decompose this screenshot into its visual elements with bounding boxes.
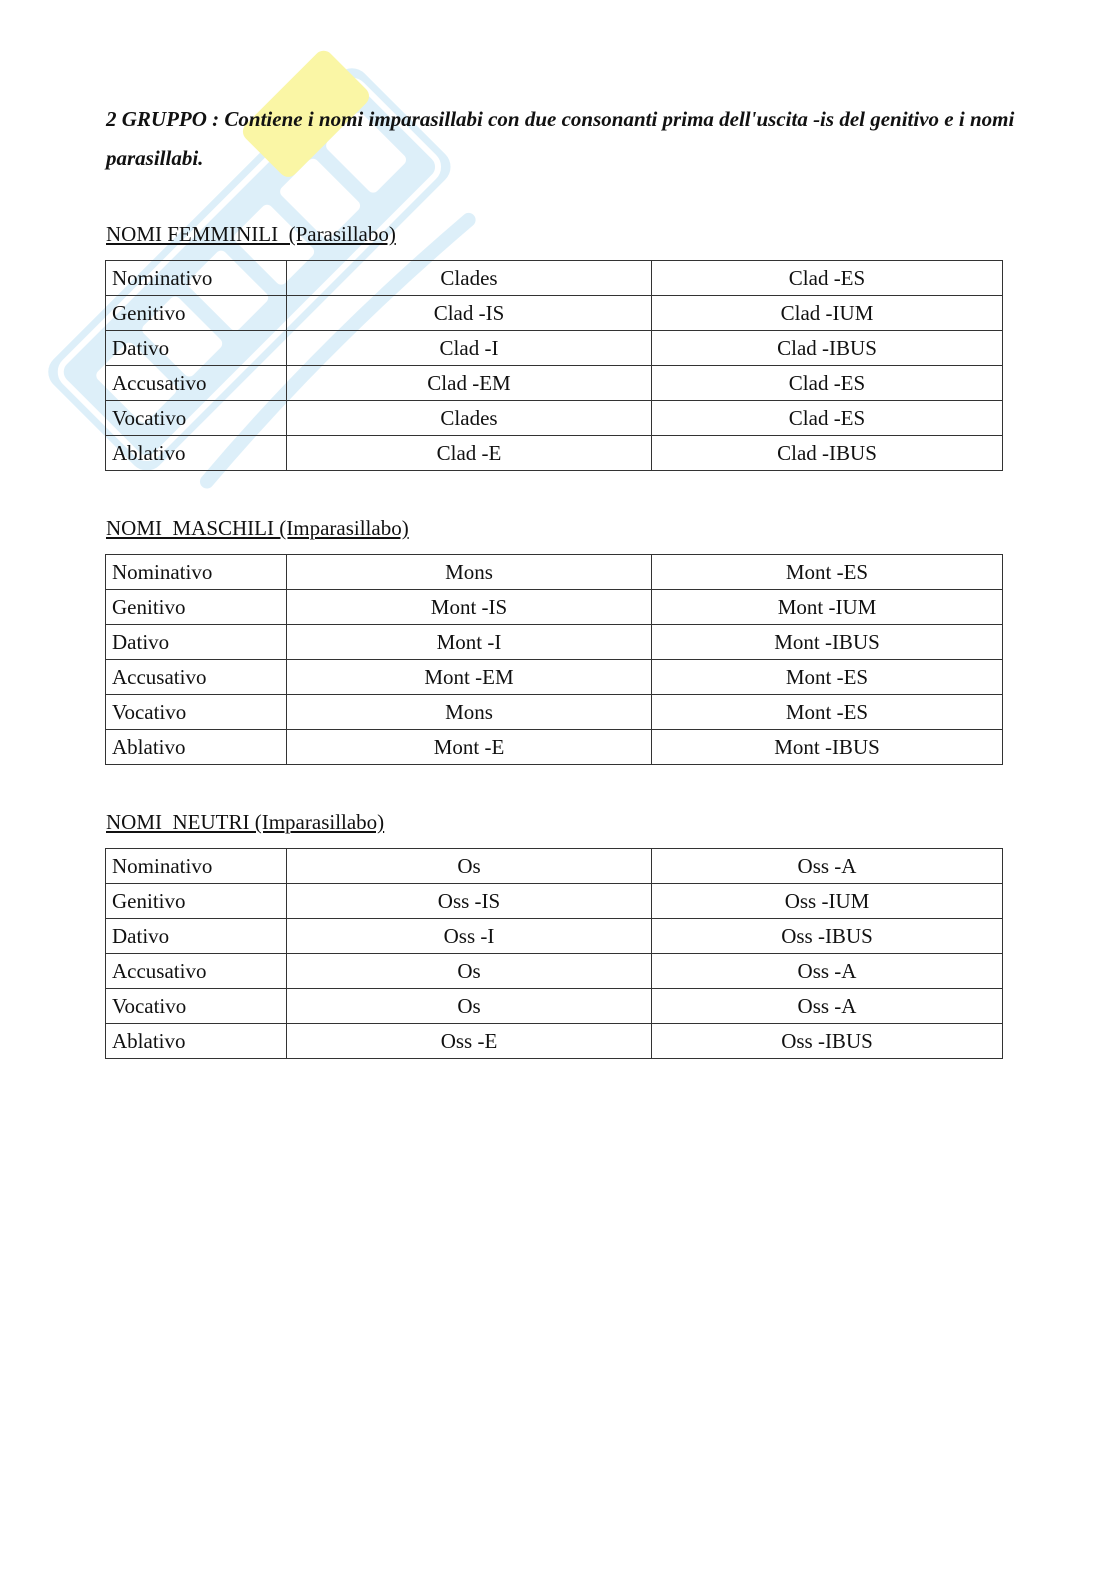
case-cell: Nominativo	[106, 555, 287, 590]
case-cell: Accusativo	[106, 660, 287, 695]
table-row	[106, 366, 1003, 401]
plural-cell: Mont -ES	[652, 660, 1003, 695]
singular-cell: Clad -I	[287, 331, 652, 366]
singular-cell: Oss -E	[287, 1024, 652, 1059]
case-cell: Ablativo	[106, 1024, 287, 1059]
singular-cell: Mont -E	[287, 730, 652, 765]
singular-cell: Mons	[287, 695, 652, 730]
plural-cell: Oss -A	[652, 954, 1003, 989]
plural-cell: Mont -ES	[652, 555, 1003, 590]
plural-cell: Clad -IBUS	[652, 436, 1003, 471]
case-cell: Accusativo	[106, 366, 287, 401]
plural-cell: Oss -IBUS	[652, 1024, 1003, 1059]
table-row	[106, 555, 1003, 590]
plural-cell: Clad -IUM	[652, 296, 1003, 331]
case-cell: Dativo	[106, 331, 287, 366]
section-title-maschili: NOMI MASCHILI (Imparasillabo)	[106, 516, 409, 540]
case-cell: Genitivo	[106, 884, 287, 919]
singular-cell: Oss -IS	[287, 884, 652, 919]
table-row	[106, 331, 1003, 366]
declension-table-maschili	[105, 554, 1003, 765]
table-row	[106, 625, 1003, 660]
plural-cell: Mont -IBUS	[652, 730, 1003, 765]
intro-heading: 2 GRUPPO : Contiene i nomi imparasillabi con due consonanti prima dell'uscita -is del genitivo e i nomi parasillabi.	[106, 107, 1015, 170]
table-row	[106, 436, 1003, 471]
case-cell: Dativo	[106, 625, 287, 660]
singular-cell: Os	[287, 954, 652, 989]
table-row	[106, 296, 1003, 331]
plural-cell: Clad -ES	[652, 401, 1003, 436]
plural-cell: Oss -A	[652, 849, 1003, 884]
case-cell: Dativo	[106, 919, 287, 954]
section-title-neutri: NOMI NEUTRI (Imparasillabo)	[106, 810, 385, 834]
table-row	[106, 1024, 1003, 1059]
singular-cell: Mont -IS	[287, 590, 652, 625]
case-cell: Accusativo	[106, 954, 287, 989]
plural-cell: Oss -IBUS	[652, 919, 1003, 954]
plural-cell: Mont -IUM	[652, 590, 1003, 625]
case-cell: Nominativo	[106, 261, 287, 296]
singular-cell: Oss -I	[287, 919, 652, 954]
singular-cell: Clades	[287, 401, 652, 436]
table-row	[106, 590, 1003, 625]
singular-cell: Mons	[287, 555, 652, 590]
table-row	[106, 660, 1003, 695]
table-row	[106, 849, 1003, 884]
plural-cell: Clad -IBUS	[652, 331, 1003, 366]
plural-cell: Oss -A	[652, 989, 1003, 1024]
case-cell: Vocativo	[106, 401, 287, 436]
case-cell: Ablativo	[106, 730, 287, 765]
case-cell: Ablativo	[106, 436, 287, 471]
table-row	[106, 261, 1003, 296]
plural-cell: Mont -IBUS	[652, 625, 1003, 660]
plural-cell: Clad -ES	[652, 261, 1003, 296]
table-row	[106, 401, 1003, 436]
case-cell: Vocativo	[106, 695, 287, 730]
declension-table-neutri	[105, 848, 1003, 1059]
table-row	[106, 989, 1003, 1024]
section-title-femminili: NOMI FEMMINILI (Parasillabo)	[106, 222, 396, 246]
case-cell: Genitivo	[106, 590, 287, 625]
declension-table-femminili	[105, 260, 1003, 471]
singular-cell: Mont -I	[287, 625, 652, 660]
singular-cell: Clad -E	[287, 436, 652, 471]
plural-cell: Oss -IUM	[652, 884, 1003, 919]
singular-cell: Mont -EM	[287, 660, 652, 695]
case-cell: Vocativo	[106, 989, 287, 1024]
table-row	[106, 695, 1003, 730]
plural-cell: Mont -ES	[652, 695, 1003, 730]
singular-cell: Clad -IS	[287, 296, 652, 331]
table-row	[106, 730, 1003, 765]
table-row	[106, 919, 1003, 954]
case-cell: Genitivo	[106, 296, 287, 331]
singular-cell: Clades	[287, 261, 652, 296]
plural-cell: Clad -ES	[652, 366, 1003, 401]
singular-cell: Clad -EM	[287, 366, 652, 401]
table-row	[106, 884, 1003, 919]
singular-cell: Os	[287, 989, 652, 1024]
singular-cell: Os	[287, 849, 652, 884]
table-row	[106, 954, 1003, 989]
case-cell: Nominativo	[106, 849, 287, 884]
